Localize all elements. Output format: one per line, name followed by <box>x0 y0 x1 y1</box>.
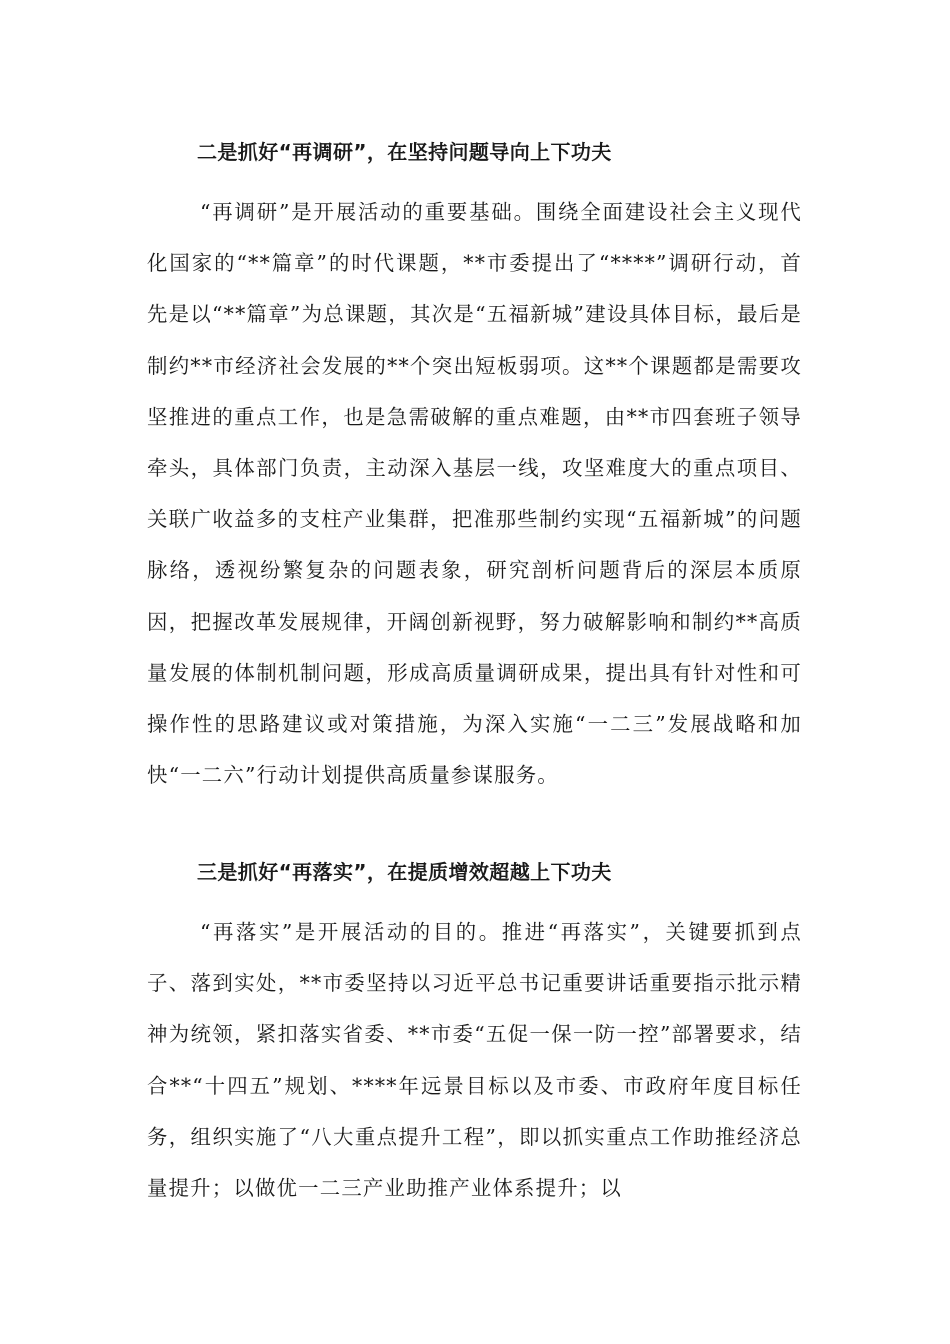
section-paragraph: “再落实”是开展活动的目的。推进“再落实”，关键要抓到点子、落到实处，**市委坚持以习近平总书记重要讲话重要指示批示精神为统领，紧扣落实省委、**市委“五促一保一防一控”部署要求，结合**“十四五”规划、****年远景目标以及市委、市政府年度目标任务，组织实施了“八大重点提升工程”，即以抓实重点工作助推经济总量提升；以做优一二三产业助推产业体系提升；以 <box>147 920 802 1201</box>
section-heading: 三是抓好“再落实”，在提质增效超越上下功夫 <box>197 860 612 884</box>
section-heading: 二是抓好“再调研”，在坚持问题导向上下功夫 <box>197 140 612 164</box>
section-paragraph: “再调研”是开展活动的重要基础。围绕全面建设社会主义现代化国家的“**篇章”的时代课题，**市委提出了“****”调研行动，首先是以“**篇章”为总课题，其次是“五福新城”建设具体目标，最后是制约**市经济社会发展的**个突出短板弱项。这**个课题都是需要攻坚推进的重点工作，也是急需破解的重点难题，由**市四套班子领导牵头，具体部门负责，主动深入基层一线，攻坚难度大的重点项目、关联广收益多的支柱产业集群，把准那些制约实现“五福新城”的问题脉络，透视纷繁复杂的问题表象，研究剖析问题背后的深层本质原因，把握改革发展规律，开阔创新视野，努力破解影响和制约**高质量发展的体制机制问题，形成高质量调研成果，提出具有针对性和可操作性的思路建议或对策措施，为深入实施“一二三”发展战略和加快“一二六”行动计划提供高质量参谋服务。 <box>147 200 802 788</box>
